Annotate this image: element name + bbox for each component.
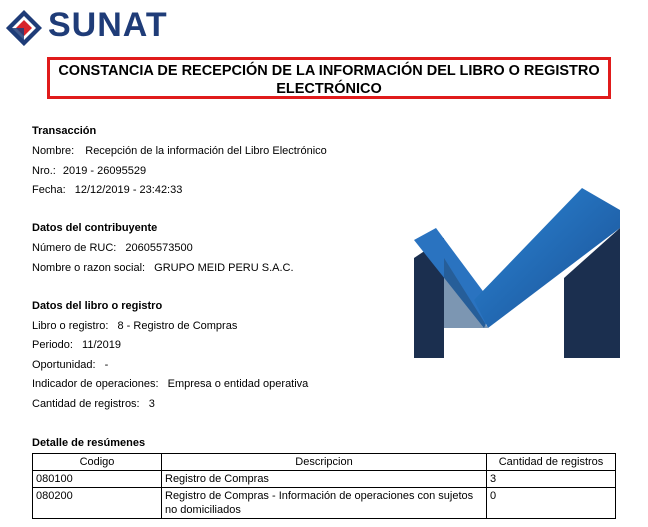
cell-codigo: 080100 [33,471,162,488]
contribuyente-heading: Datos del contribuyente [32,222,158,234]
fecha-label: Fecha: [32,184,66,196]
fecha-value: 12/12/2019 - 23:42:33 [74,184,183,196]
periodo-value: 11/2019 [82,339,121,351]
indicador-value: Empresa o entidad operativa [167,378,309,390]
ruc-value: 20605573500 [125,242,193,254]
periodo-label: Periodo: [32,339,73,351]
contribuyente-ruc [32,242,193,254]
libro-periodo [32,339,121,351]
title-line-2: ELECTRÓNICO [276,81,382,97]
title-line-1: CONSTANCIA DE RECEPCIÓN DE LA INFORMACIÓN DEL LIBRO O REGISTRO [58,63,600,79]
document-title [47,57,611,99]
libro-cantidad [32,398,155,410]
libro-indicador [32,378,308,390]
detalle-heading: Detalle de resúmenes [32,437,146,449]
razon-label: Nombre o razon social: [32,262,146,274]
table-row [33,471,616,488]
ruc-label: Número de RUC: [32,242,117,254]
col-cantidad-header: Cantidad de registros [487,454,616,471]
cell-cantidad: 0 [487,488,616,519]
transaccion-heading: Transacción [32,125,97,137]
cell-cantidad: 3 [487,471,616,488]
transaccion-nombre [32,145,327,157]
contribuyente-razon [32,262,294,274]
oportunidad-value: - [104,359,109,371]
libro-registro [32,320,237,332]
libro-value: 8 - Registro de Compras [117,320,238,332]
nro-value: 2019 - 26095529 [62,165,147,177]
libro-heading: Datos del libro o registro [32,300,163,312]
cantidad-label: Cantidad de registros: [32,398,140,410]
transaccion-fecha [32,184,182,196]
razon-value: GRUPO MEID PERU S.A.C. [154,262,294,274]
sunat-emblem-icon [4,8,44,48]
transaccion-nro [32,165,146,177]
cell-descripcion: Registro de Compras - Información de operaciones con sujetos no domiciliados [162,488,487,519]
cantidad-value: 3 [148,398,155,410]
libro-label: Libro o registro: [32,320,109,332]
table-header-row [33,454,616,471]
indicador-label: Indicador de operaciones: [32,378,159,390]
col-codigo-header: Codigo [33,454,162,471]
nombre-label: Nombre: [32,145,75,157]
nombre-value: Recepción de la información del Libro Electrónico [85,145,327,157]
oportunidad-label: Oportunidad: [32,359,96,371]
nro-label: Nro.: [32,165,56,177]
cell-codigo: 080200 [33,488,162,519]
libro-oportunidad [32,359,108,371]
cell-descripcion: Registro de Compras [162,471,487,488]
brand-name: SUNAT [48,6,168,44]
check-mark-icon [414,188,620,358]
col-descripcion-header: Descripcion [162,454,487,471]
sunat-logo [4,6,184,48]
table-row [33,488,616,519]
resumen-table [32,453,616,519]
